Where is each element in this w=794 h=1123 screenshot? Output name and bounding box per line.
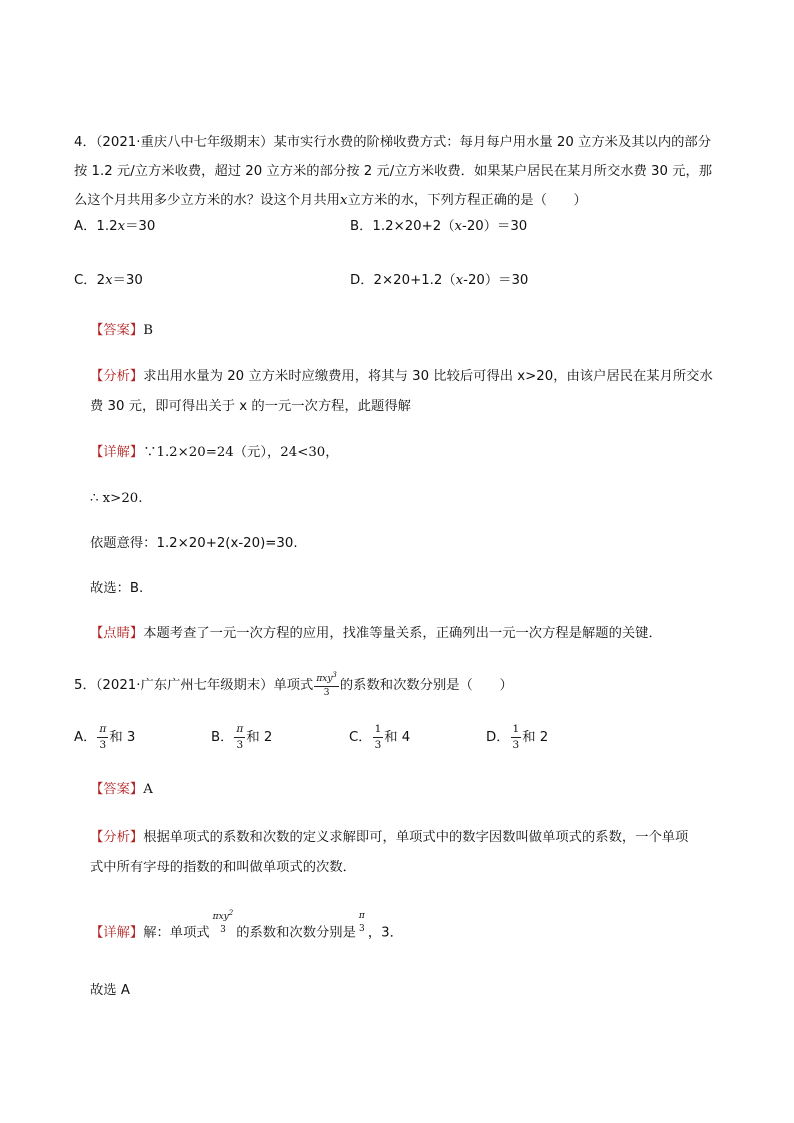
q5-detail-pre: 解：单项式 bbox=[143, 925, 210, 941]
q5-option-a-fraction bbox=[97, 724, 108, 750]
q4-stem-text3a: 么这个月共用多少立方米的水？设这个月共用 bbox=[74, 193, 340, 208]
q4-option-c[interactable] bbox=[74, 272, 143, 290]
q4-stem-text3b: 立方米的水，下列方程正确的是（ ） bbox=[347, 193, 587, 208]
q5-monomial-fraction bbox=[314, 672, 339, 698]
q5-option-a-num: π bbox=[97, 724, 108, 738]
q5-answer-tag: 【答案】 bbox=[90, 782, 144, 797]
q4-option-a[interactable] bbox=[74, 218, 155, 236]
q4-comment-text: 本题考查了一元一次方程的应用，找准等量关系，正确列出一元一次方程是解题的关键． bbox=[143, 626, 662, 641]
q4-option-a-var: x bbox=[117, 219, 126, 234]
q5-detail-coef-num: π bbox=[358, 910, 365, 921]
q5-option-b-den: 3 bbox=[236, 738, 244, 751]
q4-detail-line1 bbox=[90, 444, 339, 462]
q5-option-a-label: A． bbox=[74, 730, 97, 745]
q4-stem-line1 bbox=[74, 134, 711, 152]
q5-detail-fraction bbox=[211, 910, 236, 935]
q4-option-b-label: B． bbox=[350, 219, 373, 234]
q4-option-c-post: ＝30 bbox=[112, 273, 143, 288]
q5-analysis-text1: 根据单项式的系数和次数的定义求解即可，单项式中的数字因数叫做单项式的系数，一个单项 bbox=[143, 830, 689, 845]
q5-answer-value: A bbox=[143, 782, 153, 797]
q5-frac-exp: 3 bbox=[332, 671, 337, 679]
q5-detail-frac-den: 3 bbox=[220, 925, 226, 935]
q5-option-a[interactable] bbox=[74, 724, 135, 750]
q4-number: 4． bbox=[74, 135, 96, 150]
q4-stem-text1: 某市实行水费的阶梯收费方式：每月每户用水量 20 立方米及其以内的部分 bbox=[273, 135, 712, 150]
q4-option-d-label: D． bbox=[350, 273, 374, 288]
q4-analysis-line2: 费 30 元，即可得出关于 x 的一元一次方程，此题得解 bbox=[90, 399, 411, 414]
q4-answer-value: B bbox=[143, 323, 153, 338]
q4-answer-tag: 【答案】 bbox=[90, 323, 144, 338]
q4-detail-text1: ∵1.2×20=24（元），24<30， bbox=[143, 445, 339, 460]
q4-option-d-pre: 2×20+1.2（ bbox=[373, 273, 456, 288]
q5-option-b-text: 和 2 bbox=[246, 730, 273, 745]
q5-option-d[interactable] bbox=[486, 724, 548, 750]
q5-frac-num: πxy bbox=[316, 674, 333, 684]
q5-analysis-line1 bbox=[90, 829, 688, 847]
q4-comment bbox=[90, 625, 662, 643]
q4-analysis-text1: 求出用水量为 20 立方米时应缴费用，将其与 30 比较后可得出 x>20，由该户居民在某月所交水 bbox=[143, 369, 713, 384]
q5-option-b[interactable] bbox=[211, 724, 272, 750]
q5-option-b-num: π bbox=[234, 724, 245, 738]
q4-option-b-pre: 1.2×20+2（ bbox=[372, 219, 455, 234]
q5-source: （2021·广东广州七年级期末） bbox=[95, 678, 274, 693]
q5-option-c[interactable] bbox=[349, 724, 410, 750]
q4-analysis-tag: 【分析】 bbox=[90, 369, 144, 384]
q4-answer bbox=[90, 322, 153, 340]
q5-option-a-text: 和 3 bbox=[109, 730, 136, 745]
q4-var-x: x bbox=[339, 193, 348, 208]
q4-option-c-label: C． bbox=[74, 273, 97, 288]
q4-detail-line4: 故选：B. bbox=[90, 581, 144, 596]
q5-detail-coef-fraction bbox=[357, 912, 367, 934]
q4-option-c-pre: 2 bbox=[96, 273, 106, 288]
q5-detail-tag: 【详解】 bbox=[90, 925, 144, 941]
q5-option-d-fraction bbox=[511, 724, 522, 750]
q5-stem-before: 单项式 bbox=[273, 678, 314, 693]
q5-option-c-fraction bbox=[373, 724, 384, 750]
q4-option-b-post: -20）＝30 bbox=[462, 219, 528, 234]
q5-option-d-den: 3 bbox=[512, 738, 520, 751]
q5-option-d-num: 1 bbox=[511, 724, 522, 738]
q5-option-a-den: 3 bbox=[99, 738, 107, 751]
q4-detail-line3: 依题意得：1.2×20+2(x-20)=30. bbox=[90, 536, 298, 551]
q4-option-b[interactable] bbox=[350, 218, 527, 236]
q5-option-d-text: 和 2 bbox=[522, 730, 549, 745]
q5-detail bbox=[90, 909, 403, 945]
q4-option-b-var: x bbox=[454, 219, 463, 234]
q4-option-d-post: -20）＝30 bbox=[463, 273, 529, 288]
q5-detail-frac-num: πxy bbox=[212, 912, 229, 922]
q4-detail-line2: ∴ x>20. bbox=[90, 491, 143, 506]
q4-detail-tag: 【详解】 bbox=[90, 445, 144, 460]
q5-analysis-line2: 式中所有字母的指数的和叫做单项式的次数． bbox=[90, 860, 356, 875]
q4-source: （2021·重庆八中七年级期末） bbox=[95, 135, 274, 150]
q5-option-b-fraction bbox=[234, 724, 245, 750]
q5-option-c-label: C． bbox=[349, 730, 372, 745]
q4-option-d[interactable] bbox=[350, 272, 528, 290]
q5-stem-after: 的系数和次数分别是（ ） bbox=[339, 678, 513, 693]
q5-option-d-label: D． bbox=[486, 730, 510, 745]
q4-option-a-pre: 1.2 bbox=[96, 219, 118, 234]
q5-analysis-tag: 【分析】 bbox=[90, 830, 144, 845]
q5-detail-mid: 的系数和次数分别是 bbox=[236, 925, 356, 941]
q4-option-c-var: x bbox=[105, 273, 113, 288]
q4-option-d-var: x bbox=[455, 273, 464, 288]
q4-stem-line3 bbox=[74, 192, 587, 210]
q5-option-b-label: B． bbox=[211, 730, 234, 745]
q5-detail-frac-exp: 2 bbox=[228, 909, 234, 917]
q4-option-a-post: ＝30 bbox=[125, 219, 156, 234]
q5-stem bbox=[74, 672, 513, 698]
q5-option-c-den: 3 bbox=[374, 738, 382, 751]
q4-comment-tag: 【点睛】 bbox=[90, 626, 144, 641]
q5-answer bbox=[90, 781, 153, 799]
q4-option-a-label: A． bbox=[74, 219, 97, 234]
q5-option-c-text: 和 4 bbox=[384, 730, 411, 745]
q4-stem-line2: 按 1.2 元/立方米收费，超过 20 立方米的部分按 2 元/立方米收费．如果某户居民在某月所交水费 30 元，那 bbox=[74, 164, 713, 179]
q5-detail-post: ，3． bbox=[367, 925, 403, 941]
q5-detail-coef-den: 3 bbox=[358, 923, 365, 934]
q5-frac-den: 3 bbox=[323, 688, 330, 698]
q5-option-c-num: 1 bbox=[373, 724, 384, 738]
q5-number: 5． bbox=[74, 678, 96, 693]
q5-conclusion: 故选 A bbox=[90, 983, 130, 998]
q4-analysis-line1 bbox=[90, 368, 713, 386]
